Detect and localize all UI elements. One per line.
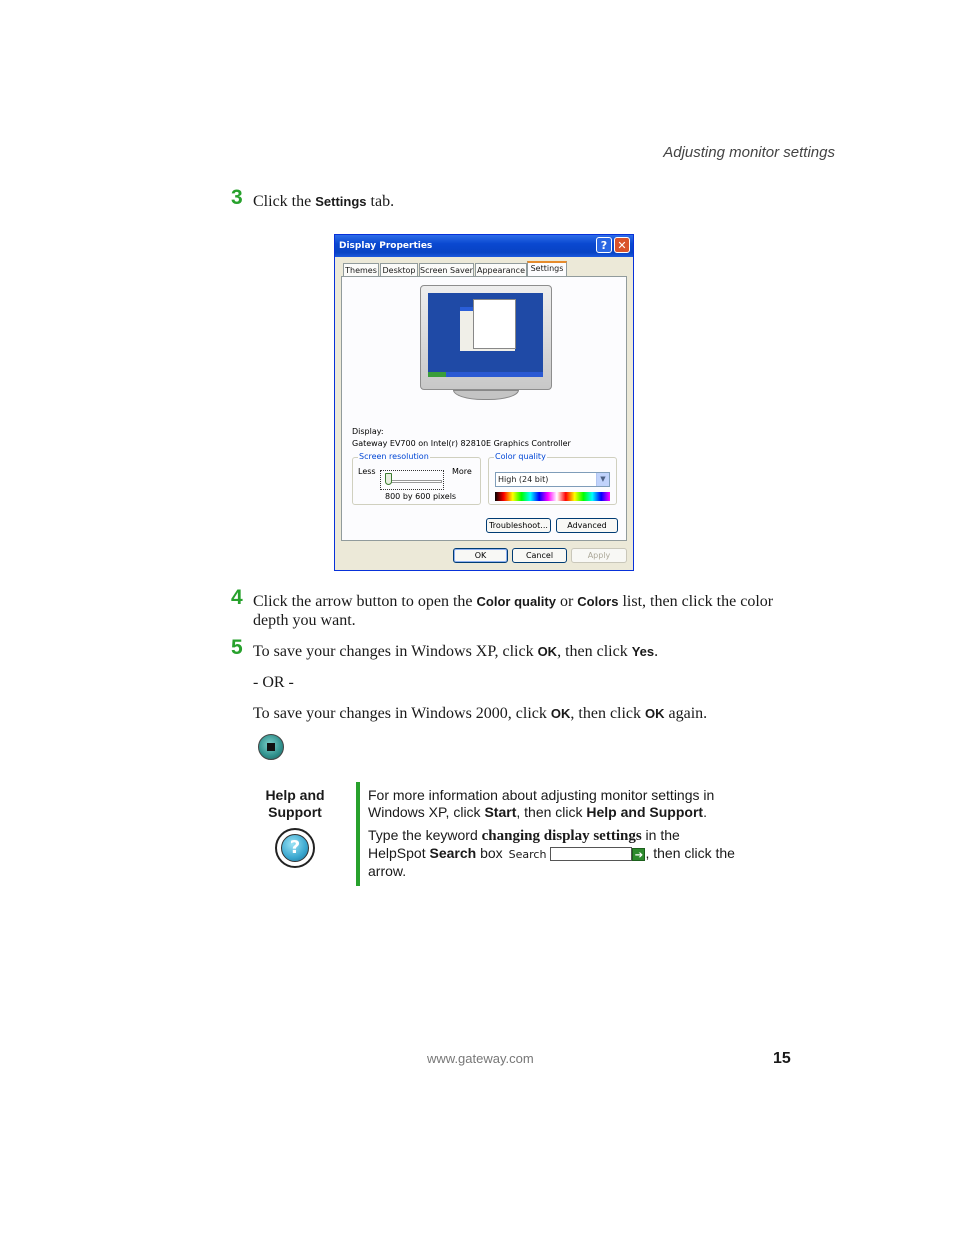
step-text: To save your changes in Windows 2000, click [253,705,551,722]
color-quality-value: High (24 bit) [498,475,549,484]
heading-line: Help and [265,787,325,803]
ok-button[interactable]: OK [453,548,508,563]
step-text: , then click [557,643,632,660]
ui-term: Color quality [476,594,556,609]
question-mark-icon [275,828,315,868]
ui-term: Settings [315,194,367,209]
ui-term: OK [550,706,571,721]
help-text: , then click the arrow. [368,845,735,879]
ui-term: Start [484,804,517,820]
help-text: , then click [516,804,587,820]
group-title: Screen resolution [359,452,429,461]
step-number: 3 [231,186,243,209]
resolution-slider[interactable] [387,480,442,483]
section-title: Adjusting monitor settings [663,144,835,161]
end-of-procedure-icon [258,734,284,760]
sidebar-rule [356,782,360,886]
help-and-support-heading [255,787,335,821]
chevron-down-icon[interactable]: ▼ [596,473,609,486]
step-text: Click the arrow button to open the [253,593,477,610]
advanced-button[interactable]: Advanced [556,518,618,533]
help-text: . [703,804,707,820]
color-preview-bar [495,492,610,501]
help-text: For more information about adjusting monitor settings in Windows XP, click [368,787,715,820]
ui-term: Search [429,845,477,861]
step-text: list, then click the color depth you want. [253,593,774,629]
group-title: Color quality [495,452,546,461]
tab-themes[interactable]: Themes [343,263,379,276]
step-text: again. [664,705,708,722]
step-text: or [555,593,578,610]
mini-start-button [428,372,446,377]
step-number: 5 [231,636,243,659]
slider-thumb[interactable] [385,473,392,485]
step-text: , then click [570,705,646,722]
or-separator: - OR - [253,674,294,691]
alt-step [253,705,813,723]
tab-appearance[interactable]: Appearance [475,263,527,276]
ui-term: Colors [577,594,619,609]
help-paragraph-2 [368,827,738,880]
step-text: tab. [366,193,395,210]
ui-term: Yes [631,644,655,659]
help-text: box [476,845,503,861]
color-quality-group [488,452,617,505]
settings-panel [341,276,627,541]
heading-line: Support [268,804,322,820]
display-properties-dialog [334,234,634,571]
tab-screen-saver[interactable]: Screen Saver [419,263,474,276]
help-text: Type the keyword [368,827,482,843]
monitor-screen [428,293,543,377]
ui-term: Help and Support [586,804,704,820]
tab-settings[interactable]: Settings [527,261,567,277]
more-label: More [452,467,472,476]
tab-desktop[interactable]: Desktop [380,263,418,276]
step-text: To save your changes in Windows XP, click [253,643,538,660]
monitor-preview-icon [420,285,552,390]
help-icon[interactable]: ? [596,237,612,253]
mini-window [473,299,516,349]
step-number: 4 [231,586,243,609]
less-label: Less [358,467,376,476]
page-number: 15 [773,1050,791,1067]
step-text: . [654,643,659,660]
apply-button[interactable]: Apply [571,548,627,563]
monitor-stand [453,390,519,400]
cancel-button[interactable]: Cancel [512,548,567,563]
troubleshoot-button[interactable]: Troubleshoot... [486,518,551,533]
ui-term: OK [537,644,558,659]
search-label: Search [508,848,547,861]
mini-taskbar [428,372,543,377]
dialog-title: Display Properties [339,241,433,251]
ui-term: OK [645,706,665,721]
close-icon[interactable]: ✕ [614,237,630,253]
help-paragraph-1 [368,787,738,821]
display-value: Gateway EV700 on Intel(r) 82810E Graphics Controller [352,439,571,448]
display-label: Display: [352,427,384,436]
screen-resolution-group [352,452,481,505]
arrow-right-icon: ➔ [632,848,645,861]
search-input [550,847,632,861]
step-text: Click the [253,193,316,210]
dialog-titlebar [335,235,633,257]
resolution-value: 800 by 600 pixels [385,492,457,501]
keyword: changing display settings [481,828,642,844]
question-mark-glyph: ? [281,834,309,862]
color-quality-select[interactable] [495,472,610,487]
footer-url: www.gateway.com [427,1051,534,1066]
help-text: in the HelpSpot [368,827,680,861]
